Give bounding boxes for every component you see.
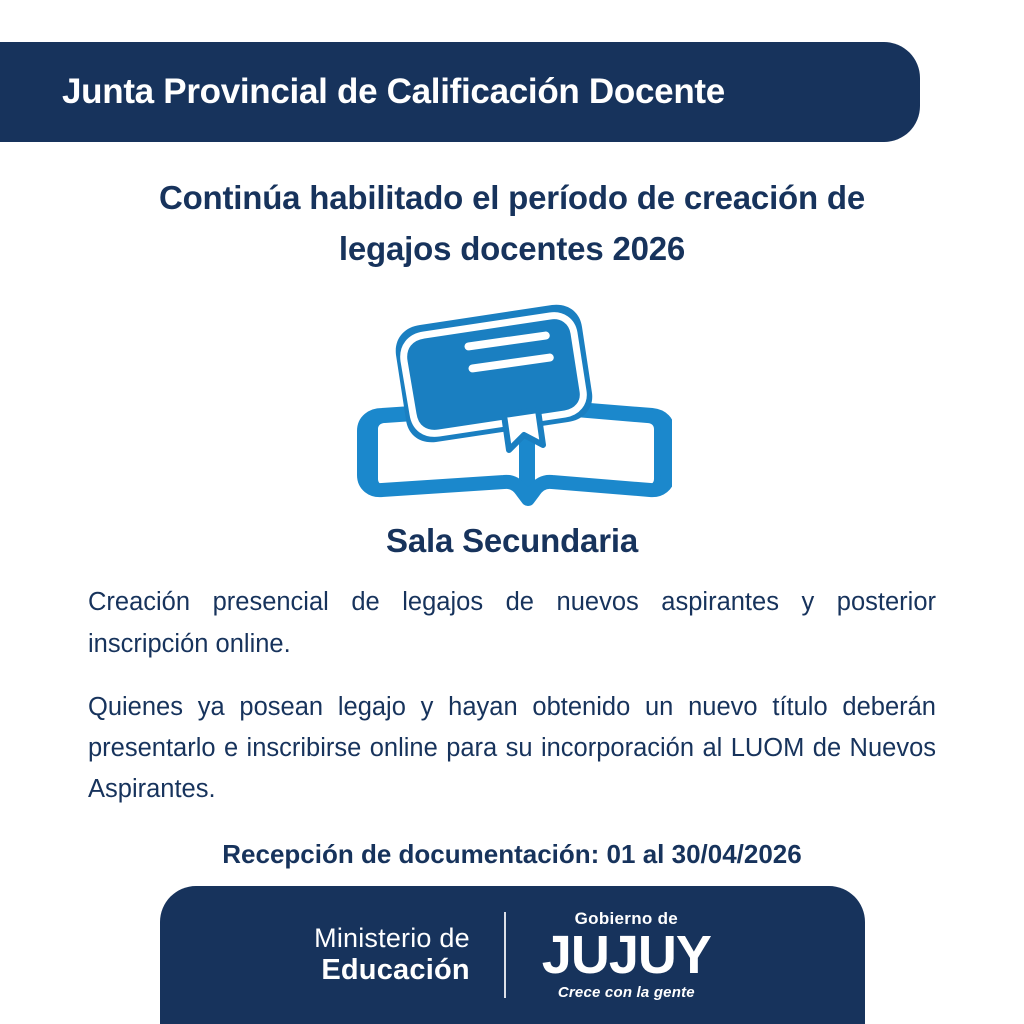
government-tagline: Crece con la gente <box>557 984 695 1002</box>
page-title: Junta Provincial de Calificación Docente <box>62 72 725 111</box>
ministry-line-2: Educación <box>321 953 470 986</box>
ministry-logo <box>314 923 504 987</box>
government-logo <box>506 909 711 1001</box>
deadline-text: Recepción de documentación: 01 al 30/04/2026 <box>222 838 802 869</box>
footer-bar <box>160 886 865 1024</box>
government-prefix: Gobierno de <box>574 908 679 928</box>
stacked-books-icon <box>352 299 672 509</box>
header-bar <box>0 42 920 142</box>
government-name: JUJUY <box>541 924 711 985</box>
paragraph-1: Creación presencial de legajos de nuevos aspirantes y posterior inscripción online. <box>88 588 936 658</box>
footer-divider <box>504 912 506 998</box>
illustration <box>0 294 1024 514</box>
ministry-line-1: Ministerio de <box>314 923 470 954</box>
headline: Continúa habilitado el período de creación de legajos docentes 2026 <box>158 179 866 268</box>
paragraph-2: Quienes ya posean legajo y hayan obtenido un nuevo título deberán presentarlo e inscribirse online para su incorporación al LUOM de Nuevos Aspirantes. <box>88 692 936 804</box>
section-subtitle: Sala Secundaria <box>386 522 638 560</box>
